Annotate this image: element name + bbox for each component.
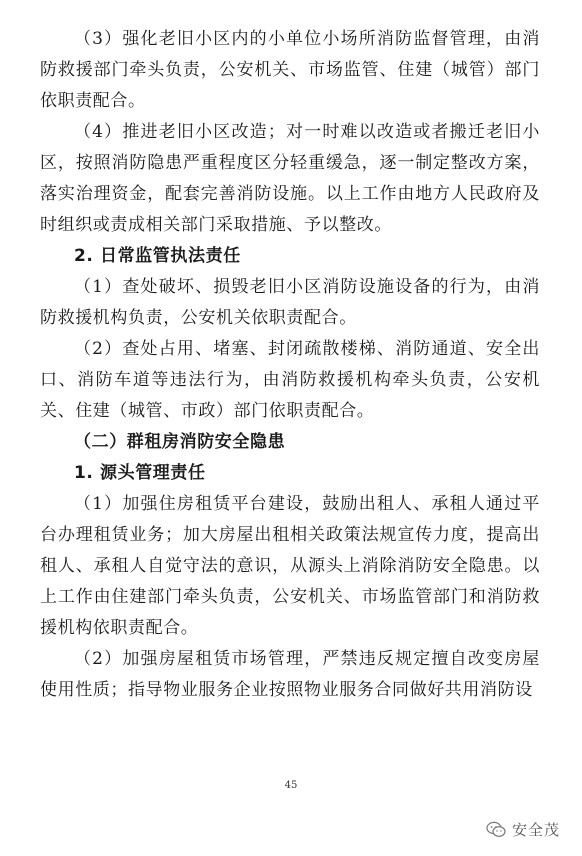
heading-daily-supervision: 2. 日常监管执法责任 (74, 246, 241, 266)
watermark (486, 819, 560, 840)
paragraph-old-community-small-venues: （3）强化老旧小区内的小单位小场所消防监督管理，由消防救援部门牵头负责，公安机关、市场监管、住建（城管）部门依职责配合。 (40, 29, 540, 111)
paragraph-rental-market: （2）加强房屋租赁市场管理，严禁违反规定擅自改变房屋使用性质；指导物业服务企业按照物业服务合同做好共用消防设 (40, 649, 540, 700)
wechat-icon (486, 821, 506, 838)
heading-group-rental: （二）群租房消防安全隐患 (74, 432, 286, 452)
heading-source-management: 1. 源头管理责任 (74, 463, 206, 483)
page-number: 45 (284, 780, 298, 791)
paragraph-evacuation-obstruction: （2）查处占用、堵塞、封闭疏散楼梯、消防通道、安全出口、消防车道等违法行为，由消防救援机构牵头负责，公安机关、住建（城管、市政）部门依职责配合。 (40, 339, 540, 421)
paragraph-old-community-renovation: （4）推进老旧小区改造；对一时难以改造或者搬迁老旧小区，按照消防隐患严重程度区分轻重缓急，逐一制定整改方案，落实治理资金，配套完善消防设施。以上工作由地方人民政府及时组织或责成相关部门采取措施、予以整改。 (40, 122, 540, 235)
paragraph-facility-damage: （1）查处破坏、损毁老旧小区消防设施设备的行为，由消防救援机构负责，公安机关依职责配合。 (40, 277, 540, 328)
document-body (40, 24, 540, 706)
paragraph-rental-platform: （1）加强住房租赁平台建设，鼓励出租人、承租人通过平台办理租赁业务；加大房屋出租相关政策法规宣传力度，提高出租人、承租人自觉守法的意识，从源头上消除消防安全隐患。以上工作由住建部门牵头负责，公安机关、市场监管部门和消防救援机构依职责配合。 (40, 494, 540, 638)
watermark-text: 安全茂 (511, 821, 560, 839)
